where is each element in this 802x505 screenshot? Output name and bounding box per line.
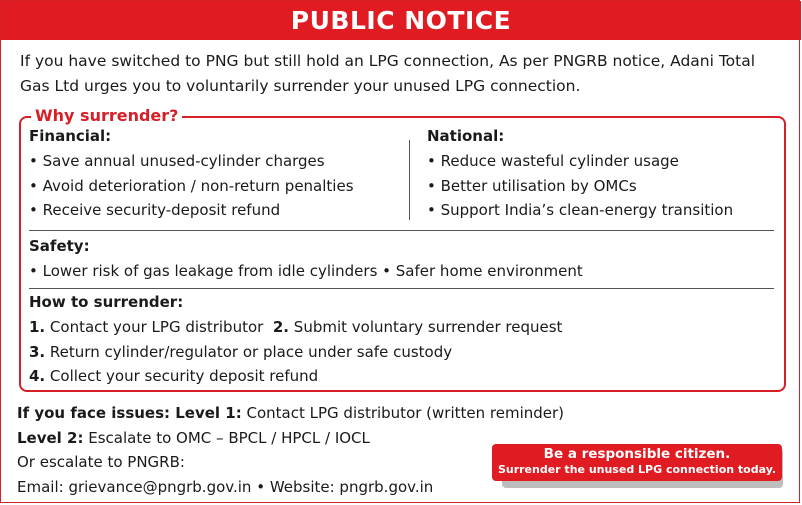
financial-section: [29, 127, 354, 223]
how-heading: How to surrender:: [29, 293, 184, 311]
section-divider: [29, 288, 774, 289]
financial-item: • Avoid deterioration / non-return penalties: [29, 176, 354, 195]
issues-line-1: [17, 401, 564, 426]
contact-line: Email: grievance@pngrb.gov.in • Website: pngrb.gov.in: [17, 477, 434, 496]
cta-line-1: Be a responsible citizen.: [543, 446, 731, 462]
national-item: • Better utilisation by OMCs: [427, 176, 637, 195]
section-divider: [29, 230, 774, 231]
how-section: [29, 293, 562, 389]
column-divider: [409, 140, 410, 220]
step-number: 1.: [29, 318, 46, 336]
issues-level2-text: Escalate to OMC – BPCL / HPCL / IOCL: [88, 428, 370, 447]
national-section: [427, 127, 733, 223]
step-text: Contact your LPG distributor: [49, 318, 264, 336]
step-text: Submit voluntary surrender request: [293, 318, 563, 336]
safety-heading: Safety:: [29, 237, 90, 255]
safety-section: [29, 237, 583, 284]
intro-text: If you have switched to PNG but still hold an LPG connection, As per PNGRB notice, Adani Total Gas Ltd urges you to voluntarily surrender your unused LPG connection.: [20, 52, 756, 95]
step-number: 3.: [29, 342, 46, 361]
step-number: 2.: [272, 318, 290, 336]
step-text: Return cylinder/regulator or place under safe custody: [49, 342, 453, 361]
national-item: • Reduce wasteful cylinder usage: [427, 152, 679, 170]
why-surrender-box: [19, 106, 786, 392]
notice-title: PUBLIC NOTICE: [290, 6, 512, 35]
issues-level1-label: If you face issues: Level 1:: [17, 404, 242, 422]
issues-line-2: [17, 426, 564, 451]
issues-level2-label: Level 2:: [17, 428, 84, 447]
issues-line-3: Or escalate to PNGRB:: [17, 453, 185, 471]
financial-item: • Save annual unused-cylinder charges: [29, 152, 325, 170]
title-bar: [1, 1, 801, 40]
cta-box: [492, 444, 782, 481]
how-step-row: [29, 315, 562, 340]
financial-heading: Financial:: [29, 127, 112, 145]
cta-banner: [492, 444, 783, 488]
issues-section: [17, 401, 564, 499]
how-step-row: [29, 364, 562, 389]
financial-item: • Receive security-deposit refund: [29, 201, 281, 219]
issues-level1-text: Contact LPG distributor (written reminder): [246, 404, 565, 422]
cta-line-2: Surrender the unused LPG connection today.: [497, 463, 777, 476]
national-item: • Support India’s clean-energy transition: [427, 201, 734, 219]
safety-text: • Lower risk of gas leakage from idle cylinders • Safer home environment: [29, 262, 583, 280]
step-number: 4.: [29, 367, 46, 385]
why-heading: Why surrender?: [31, 106, 182, 125]
how-step-row: [29, 340, 562, 365]
step-text: Collect your security deposit refund: [49, 367, 319, 385]
national-heading: National:: [427, 127, 505, 145]
